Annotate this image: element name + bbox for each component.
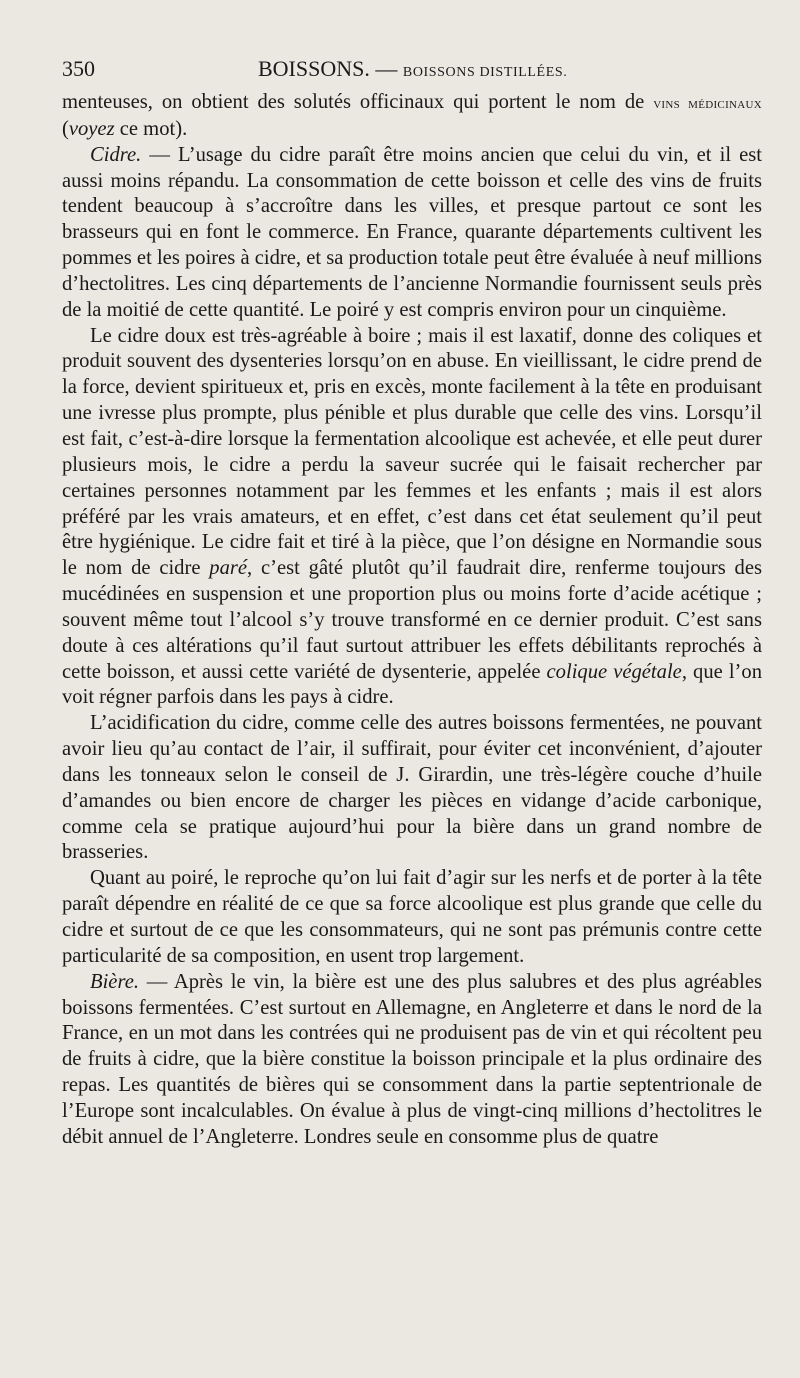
paragraph-continuation: [62, 90, 762, 143]
smallcaps-term: vins médicinaux: [653, 95, 763, 112]
paragraph-cidre: [62, 143, 762, 324]
italic-term: paré: [209, 557, 248, 580]
text-run: — L’usage du cidre paraît être moins ancien que celui du vin, et il est aussi moins répandu. La consommation de cette boisson et celle des vins de fruits tendent beaucoup à s’accroître dans les villes, et presque partout ce sont les brasseurs qui en font le commerce. En France, quarante départements cultivent les pommes et les poires à cidre, et sa production totale peut être évaluée à neuf millions d’hectolitres. Les cinq départements de l’ancienne Normandie fournissent seuls près de la moitié de cette quantité. Le poiré y est compris environ pour un cinquième.: [62, 143, 762, 321]
text-run: (: [62, 117, 69, 140]
paragraph-cidre-doux: [62, 324, 762, 712]
italic-term: colique végétale: [546, 660, 682, 683]
text-run: , c’est gâté plutôt qu’il faudrait dire, renferme toujours des mucédinées en suspension et une proportion plus ou moins forte d’acide acétique ; souvent même tout l’alcool s’y trouve transformé en ce dernier produit. C’est sans doute à ces altérations qu’il faut surtout attribuer les effets débilitants reprochés à cette boisson, et aussi cette variété de dysenterie, appelée: [62, 557, 762, 683]
text-run: — Après le vin, la bière est une des plus salubres et des plus agréables boissons fermentées. C’est surtout en Allemagne, en Angleterre et dans le nord de la France, en un mot dans les contrées qui ne produisent pas de vin et qui récoltent peu de fruits à cidre, que la bière constitue la boisson principale et la plus ordinaire des repas. Les quantités de bières qui se consomment dans la partie septentrionale de l’Europe sont incalculables. On évalue à plus de vingt-cinq millions d’hectolitres le débit annuel de l’Angleterre. Londres seule en consomme plus de quatre: [62, 970, 762, 1148]
italic-term: voyez: [68, 117, 115, 140]
text-run: Le cidre doux est très-agréable à boire ; mais il est laxatif, donne des coliques et produit souvent des dysenteries lorsqu’on en abuse. En vieillissant, le cidre prend de la force, devient spiritueux et, pris en excès, monte facilement à la tête en produisant une ivresse plus prompte, plus pénible et plus durable que celle des vins. Lorsqu’il est fait, c’est-à-dire lorsque la fermentation alcoolique est achevée, et elle peut durer plusieurs mois, le cidre a perdu la saveur sucrée qui le faisait rechercher par certaines personnes notamment par les femmes et les enfants ; mais il est alors préféré par les vrais amateurs, et en effet, c’est dans cet état seulement qu’il peut être hygiénique. Le cidre fait et tiré à la pièce, que l’on désigne en Normandie sous le nom de cidre: [62, 324, 762, 580]
running-head-dash: —: [369, 56, 403, 81]
running-head: [258, 56, 567, 82]
paragraph-acidification: [62, 711, 762, 866]
text-run: Quant au poiré, le reproche qu’on lui fait d’agir sur les nerfs et de porter à la tête paraît dépendre en réalité de ce que sa force alcoolique est plus grande que celle du cidre et surtout de ce que les consommateurs, qui ne sont pas prémunis contre cette particularité de sa composition, en usent trop largement.: [62, 867, 762, 967]
running-head-title: BOISSONS.: [258, 56, 370, 81]
section-heading-cidre: Cidre.: [90, 143, 142, 166]
text-run: , que l’on voit régner parfois dans les pays à cidre.: [62, 660, 762, 709]
paragraph-poire: [62, 866, 762, 969]
paragraph-biere: [62, 970, 762, 1151]
page-header: [62, 56, 762, 86]
section-heading-biere: Bière.: [90, 970, 139, 993]
text-run: L’acidification du cidre, comme celle des autres boissons fermentées, ne pouvant avoir lieu qu’au contact de l’air, il suffirait, pour éviter cet inconvénient, d’ajouter dans les tonneaux selon le conseil de J. Girardin, une très-légère couche d’huile d’amandes ou bien encore de charger les pièces en vidange d’acide carbonique, comme cela se pratique aujourd’hui pour la bière dans un grand nombre de brasseries.: [62, 712, 762, 864]
running-head-subtitle: BOISSONS DISTILLÉES.: [402, 65, 568, 80]
body-text: [62, 90, 762, 1151]
text-run: menteuses, on obtient des solutés officinaux qui portent le nom de: [62, 91, 654, 113]
text-run: ce mot).: [114, 117, 188, 140]
page-number: 350: [62, 56, 95, 81]
